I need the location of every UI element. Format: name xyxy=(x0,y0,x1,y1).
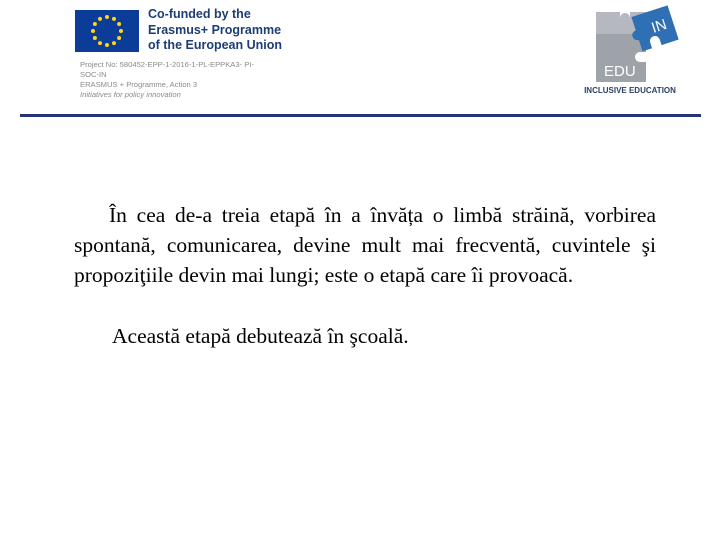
puzzle-in-text: IN xyxy=(649,16,669,37)
body-paragraph: Această etapă debutează în şcoală. xyxy=(112,324,409,348)
project-info-line: Project No: 580452-EPP-1-2016-1-PL-EPPKA3- PI- xyxy=(80,60,254,69)
eu-cofunded-logo xyxy=(75,6,290,56)
eu-cofunded-label xyxy=(148,7,298,54)
project-info-line: ERASMUS + Programme, Action 3 xyxy=(80,80,198,89)
inclusive-education-logo xyxy=(578,4,682,98)
body-paragraph: În cea de-a treia etapă în a învăța o limbă străină, vorbirea spontană, comunicarea, devine mult mai frecventă, cuvintele şi propoziţiile devin mai lungi; este o etapă care îi provoacă. xyxy=(74,203,656,287)
project-info xyxy=(80,60,290,100)
slide-content xyxy=(74,200,656,351)
eu-label-line: Co-funded by the xyxy=(148,7,251,21)
project-info-line: SOC-IN xyxy=(80,70,107,79)
eu-label-line: Erasmus+ Programme xyxy=(148,22,282,37)
logo-caption: INCLUSIVE EDUCATION xyxy=(584,86,676,95)
eu-label-line: of the European Union xyxy=(148,38,283,52)
puzzle-logo-icon xyxy=(594,4,680,84)
header-divider xyxy=(20,114,701,117)
project-info-line: Initiatives for policy innovation xyxy=(80,90,181,99)
eu-flag-icon xyxy=(75,10,139,52)
puzzle-edu-text: EDU xyxy=(604,63,636,80)
